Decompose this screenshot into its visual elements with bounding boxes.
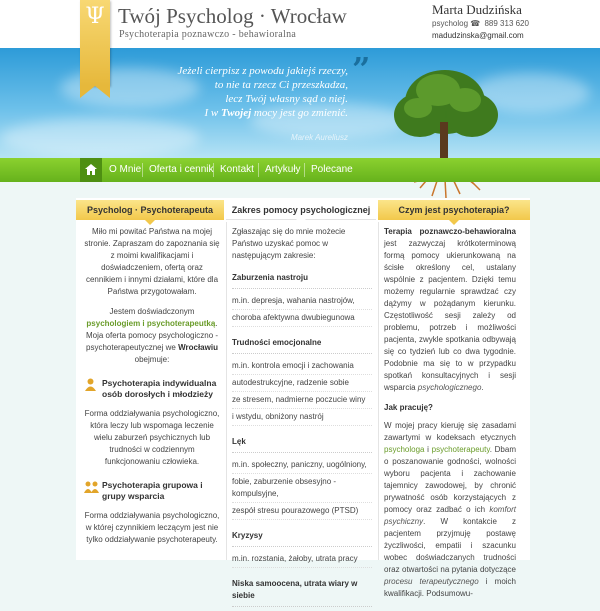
list-item: ze stresem, nadmierne poczucie winy [232, 392, 372, 409]
therapy-text: Terapia poznawczo-behawioralna jest zazwyczaj krótkoterminową formą pomocy ukierunkowaną na ścisłe określony cel, ustalany wspólnie z pacjentem. Dzięki temu możemy regularnie sprawdzać czy dążymy w pożądanym kierunku. Częstotliwość sesji zależy od problemu, potrzeb i możliwości pacjenta, zwykle spotkania odbywają się co tydzień lub co dwa tygodnie. Podobnie ma się to w przypadku spotkań konsultacyjnych i sesji wsparcia psychologicznego. [384, 227, 516, 392]
divider [378, 222, 379, 560]
contact-role: psycholog [432, 19, 469, 28]
list-item: m.in. depresja, wahania nastrojów, [232, 293, 372, 310]
list-item: m.in. rozstania, żałoby, utrata pracy [232, 551, 372, 568]
divider [226, 222, 227, 560]
service-group[interactable]: Psychoterapia grupowa i grupy wsparcia [84, 480, 220, 502]
how-i-work-text: W mojej pracy kieruję się zasadami zawartymi w kodeksach etycznych psychologa i psychoterapeuty. Dbam o poszanowanie godności, wolności wyboru pacjenta i zachowanie tajemnicy zawodowej, by chronić prywatność osób korzystających z pomocy oraz zadbać o ich komfort psychiczny. W kontakcie z pacjentem przyjmuję postawę życzliwości, empatii i szacunku wobec doświadczanych trudności oraz otwartości na pytania dotyczące procesu terapeutycznego i moich kwalifikacji. Podsumowu- [384, 421, 516, 598]
group-title: Niska samoocena, utrata wiary w siebie [232, 578, 372, 607]
welcome-text: Miło mi powitać Państwa na mojej stronie. Zapraszam do zapoznania się z moimi kwalifikacjami i doświadczeniem, ofertą oraz cennikiem i innymi działami, które dla Państwa przygotowałam. [84, 227, 220, 296]
group-title: Lęk [232, 436, 372, 453]
column-welcome [84, 226, 220, 546]
list-item: autodestrukcyjne, radzenie sobie [232, 375, 372, 392]
offer-intro: Jestem doświadczonym psychologiem i psychoterapeutką. Moja oferta pomocy psychologiczno - psychoterapeutycznej we Wrocławiu obejmuje: [85, 307, 219, 364]
list-item: fobie, zaburzenie obsesyjno - kompulsyjne, [232, 474, 372, 503]
nav-item-o-mnie[interactable]: O Mnie [109, 164, 142, 175]
how-i-work-heading: Jak pracuję? [384, 403, 433, 412]
column-help-scope [232, 226, 372, 611]
list-item: zespół stresu pourazowego (PTSD) [232, 503, 372, 520]
service-group-desc: Forma oddziaływania psychologiczno, w której czynnikiem leczącym jest nie tylko oddziaływanie psychoterapeuty. [84, 511, 220, 544]
column-what-is-therapy [384, 226, 516, 608]
contact-name: Marta Dudzińska [432, 2, 522, 17]
col1-heading: Psycholog · Psychoterapeuta [76, 200, 224, 220]
group-title: Kryzysy [232, 530, 372, 547]
hero-quote: Jeżeli cierpisz z powodu jakiejś rzeczy, to nie ta rzecz Ci przeszkadza, lecz Twój własny sąd o niej. I w Twojej mocy jest go zmienić. [177, 65, 348, 119]
person-icon [84, 378, 97, 391]
phone-icon: ☎ [470, 19, 481, 28]
home-icon [85, 164, 97, 175]
contact-phone: 889 313 620 [484, 19, 529, 28]
contact-info [432, 2, 592, 40]
quote-mark-icon: ” [352, 50, 371, 88]
service-individual-desc: Forma oddziaływania psychologiczno, która leczy lub wspomaga leczenie wielu zaburzeń psychicznych lub trudności w codziennym funkcjonowaniu człowieka. [84, 409, 220, 466]
list-item: choroba afektywna dwubiegunowa [232, 310, 372, 327]
site-subtitle: Psychoterapia poznawczo - behawioralna [119, 29, 297, 40]
col2-heading: Zakres pomocy psychologicznej [226, 200, 376, 220]
list-item: i wstydu, obniżony nastrój [232, 409, 372, 426]
nav-home[interactable] [80, 158, 102, 182]
contact-email[interactable]: madudzinska@gmail.com [432, 31, 524, 40]
site-title[interactable]: Twój Psycholog · Wrocław [118, 4, 347, 28]
col3-heading: Czym jest psychoterapia? [378, 200, 530, 220]
logo-ribbon[interactable] [80, 0, 110, 86]
group-title: Trudności emocjonalne [232, 337, 372, 354]
nav-item-oferta[interactable]: Oferta i cennik [149, 164, 214, 175]
nav-item-artykuly[interactable]: Artykuły [265, 164, 301, 175]
help-intro: Zgłaszając się do mnie możecie Państwo uzyskać pomoc w następującym zakresie: [232, 227, 346, 260]
group-title: Zaburzenia nastroju [232, 272, 372, 289]
service-individual[interactable]: Psychoterapia indywidualna osób dorosłych i młodzieży [84, 378, 220, 400]
nav-item-kontakt[interactable]: Kontakt [220, 164, 254, 175]
quote-author: Marek Aureliusz [290, 133, 348, 142]
nav-item-polecane[interactable]: Polecane [311, 164, 353, 175]
list-item: m.in. kontrola emocji i zachowania [232, 358, 372, 375]
group-icon [84, 480, 99, 493]
psi-icon: Ψ [85, 4, 105, 29]
list-item: m.in. społeczny, paniczny, uogólniony, [232, 457, 372, 474]
main-nav [0, 158, 600, 182]
